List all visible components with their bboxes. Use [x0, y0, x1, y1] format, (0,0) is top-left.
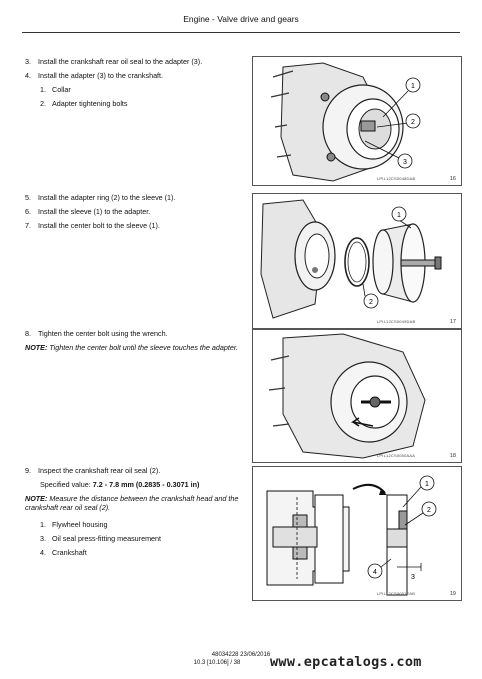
figure-id: LPIL12CS0048DAB [377, 176, 416, 181]
callout-2-label: 2 [427, 507, 431, 514]
callout-4-label: 4 [373, 569, 377, 576]
header-rule [22, 32, 460, 33]
callout-2-label: 2 [411, 119, 415, 126]
figure-number: 17 [449, 319, 456, 325]
step-5: 5. Install the adapter ring (2) to the sleeve (1). [25, 193, 176, 202]
callout-3-label: 3 [403, 159, 407, 166]
figure-id: LPIL12CS0051EAB [377, 591, 416, 596]
callout-2-label: 2 [369, 299, 373, 306]
step-6: 6. Install the sleeve (1) to the adapter. [25, 207, 151, 216]
callout-1-label: 1 [411, 83, 415, 90]
page-header: Engine - Valve drive and gears [183, 14, 299, 24]
subitem-oil-seal-measurement: 3. Oil seal press-fitting measurement [40, 534, 162, 543]
figure-19 [252, 466, 462, 601]
step-7: 7. Install the center bolt to the sleeve (1). [25, 221, 160, 230]
step-3: 3. Install the crankshaft rear oil seal to the adapter (3). [25, 57, 203, 66]
footer-page-number: 10.3 [10.106] / 38 [193, 660, 241, 666]
subitem-adapter-bolts: 2. Adapter tightening bolts [40, 99, 128, 108]
figure-number: 19 [449, 591, 456, 597]
figure-id: LPIL12CS0049DAB [377, 319, 416, 324]
note-measure: NOTE: Measure the distance between the crankshaft head and the crankshaft rear oil seal (2). [25, 494, 239, 512]
callout-3-label: 3 [411, 574, 415, 581]
subitem-crankshaft: 4. Crankshaft [40, 548, 87, 557]
figure-16-illustration [253, 57, 461, 185]
figure-17-illustration [253, 194, 461, 328]
subitem-flywheel-housing: 1. Flywheel housing [40, 520, 108, 529]
figure-18-illustration [253, 330, 461, 462]
footer-doc-id: 48034228 23/06/2016 [211, 652, 271, 658]
callout-1-label: 1 [397, 212, 401, 219]
watermark-text: www.epcatalogs.com [270, 654, 422, 670]
step-4: 4. Install the adapter (3) to the crankshaft. [25, 71, 164, 80]
specified-value: Specified value: 7.2 - 7.8 mm (0.2835 - 0.3071 in) [40, 480, 200, 489]
note-center-bolt: NOTE: Tighten the center bolt until the sleeve touches the adapter. [25, 343, 239, 352]
step-8: 8. Tighten the center bolt using the wrench. [25, 329, 168, 338]
callout-1-label: 1 [425, 481, 429, 488]
figure-18 [252, 329, 462, 463]
figure-id: LPIL12CS0050AAA [377, 453, 416, 458]
figure-17 [252, 193, 462, 329]
step-9: 9. Inspect the crankshaft rear oil seal (2). [25, 466, 161, 475]
figure-number: 16 [449, 176, 456, 182]
figure-19-illustration [253, 467, 461, 600]
subitem-collar: 1. Collar [40, 85, 71, 94]
figure-number: 18 [449, 453, 456, 459]
figure-16 [252, 56, 462, 186]
